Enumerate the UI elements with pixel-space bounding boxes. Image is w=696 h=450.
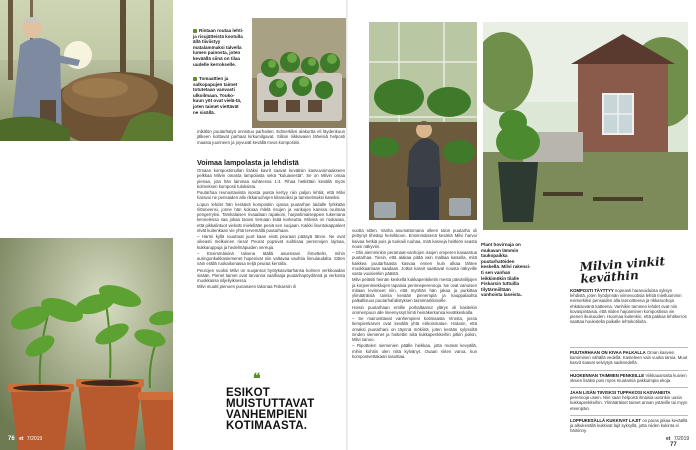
tips-title: Milvin vinkit keväthin (579, 254, 666, 287)
page-number: 76 (8, 436, 15, 442)
tip-heading: JAAN LISÄN TIIVISKSI TUPPAKOSI KASVANEITA (570, 390, 671, 395)
body-paragraph: – Olin aiemminkin peramaat-vanhojen isiojen omperen kasaantua puutarhaa. Tiesin, että alakaa pitää vain maltiaa katsella, mitä kaikkea puutarhaasta kasvaa ennen kuin alkaa lähtee muokkaamaan saadaan. Jotkut kasvit saattavat nousta näkyville vasta vuosienkin päästä. (352, 250, 477, 276)
tip-item (570, 288, 688, 324)
body-paragraph: – Harmi kyllä rouuttuat juurt kaan eivät peuraan pääsyä tänne. Ne ovat oikeasti melkoinen riesa! Peurat popsivat suihtisaa perennojen lajmaa, kukkaruppuja ja hedelmäpuiden vereuja. (197, 234, 345, 250)
body-paragraph: – Se mainosttavat vanhempieni kotimaasta Virosta, jossa tiempientiarvet ovat kevällä yhtä erikoismatue. Halusin, että omaksi puutarhani on täynnä mökiiriä, joten kerään sylyssiltä ninden siemenet ja hoitiettin siitä kukkapenkkeihin pitkin poikin, Milvi sanoo. (352, 316, 477, 342)
caption-marker-icon (193, 77, 197, 81)
intro-paragraph (197, 129, 345, 146)
tip-body: nopeasti haravoiduista syksyn lehdistä, joten hyödynnän viimevuotisia lehtiä mietluummin esimerkiksi pensaiden alla lannoitteena ja rikkaruohoja ehkäisevänä katteena. Vanhikin tammen lehdet ovat niin kovaspintaisia, että niiden hajoaminen kompostissa vie pienen ikuisuuden. Huomaa kuitenkin, että pakkas lehtikerros saattaa houkutella paikalle lehtokotiloita. (570, 288, 687, 325)
body-paragraph: Omaan kompostimullan lisäksi kavrit saavat kevätisin kasvuvoimaakseen pelkkaa Milvin omasta lampolasta sekä "kuluaviestä". Se on Milvin omaa pienaa, jota hän lainmaa suhteessa 1:4. Pihaa hetkittäin kevällä myös kolmeksen komposti tuloksista. (197, 168, 345, 189)
tip-body: perennoja usein. Niin saan helpoisti ilmaisia uusinkin uusia kukkapenkkeihin. Ylimääräiset taimet annan ystäville tai myyn eteenpäin. (570, 395, 688, 411)
tip-heading: PUUTARHAAN ON KIVAA PALKALLA (570, 350, 646, 355)
caption-seedlings-text: Tomaattien ja salkopapujen taimet totutetaan vanvasti ulkoilmaan. Touko-kuun yöt ovat vielä-tä, joten taimet viettävät ne sisällä. (193, 76, 242, 115)
tip-heading: HUOKENNAN TAIMMEN PENKEILLE (570, 373, 645, 378)
photo-seedlings-tray (252, 18, 347, 128)
body-paragraph: Puutarhaa reunustaviista isoista puista kertyy niin paljon lehtiä, että Milvi haravoi ne pensaiden alle rikkaruohojen kilamoiksi ja tammelmaksi kateiksi. (197, 190, 345, 201)
tip-item (570, 390, 688, 411)
caption-compost-text: Rintaan routaa lehti- ja risujätteistä kootulla ällä tiiviistyy matalammaksi talvella lumen painosta, joten keväällä siinä on tilaa uudelle kerrokselle. (193, 28, 244, 67)
photo-greenhouse-gardener (369, 22, 477, 220)
caption-greenhouse-text: Plant hovirnaja on mukavan lämmin taukopaikka puutarhatöiden keskellä. Milvi rakensi-ti sen vanhan leikkimökin tilalle Fiskarsin tuttuilla tilytärmiiltään vanhoista laseista. (481, 242, 531, 298)
pull-quote-line: KOTIMAASTA. (226, 420, 308, 432)
pull-quote (226, 388, 341, 432)
body-paragraph: Milvi muutti pienoen punaiseen takonaa Fiskarsiin ili (197, 284, 296, 290)
body-paragraph: – Ensimmäisinä talvena täällä asuessani ihmettelin, mihin auringonkukkasiemenet hupenivat niin valtavaa vauhtia linnulaudalta. Sitten näin erällä ruokailumassa neljä peuraa kerralla. (197, 250, 345, 267)
tip-item (570, 418, 688, 434)
body-paragraph: Peurojen vuoksi Milvi on suojannut hyötykasvitarhansa kolmen verkkoaidan sisään. Pienet taimet ovat tarvanna vaalhaaja puutarhapöydänsä ja verkosta muokkassa niljeilyiksessa. (197, 267, 345, 283)
magazine-brand: et (19, 436, 24, 442)
tip-divider (570, 370, 688, 371)
issue-number: 7/2019 (673, 436, 690, 442)
body-column-1 (197, 168, 345, 291)
photo-garden-shed (483, 22, 688, 230)
body-paragraph: Hoisin puutarhaan entille porkaltaanut ylärys oli kasitekin ommenpuun alle lineenyssyt liimti heinäkerkansa kevätkeskalla. (352, 304, 477, 315)
issue-number: 7/2019 (26, 436, 43, 442)
pull-quote-line: VANHEMPIENI (226, 409, 308, 421)
intro-text: mikälön puutarhatyö onnistuu parhaiten. Edmerkiksi alakurtta eli läydenkuun jälkeen kolttavat parhaat kirkumilgavat. Silloin riikkavaien läheisiä helposti maasta juurineen ja joyvuvät kevällä mvos kompostiin. (197, 129, 345, 145)
section-heading: Voimaa lampolasta ja lehdistä (197, 158, 299, 167)
body-paragraph: Milvi peläsiti heinän keskellä kukkapenkiketin mesta päivänliljojen ja korjeenmiekkojen tapaisia perinneperennoja. Ne ovat vanoisen mitaan levinneet niin, että myöhän hän jakaa ja purkittaa ylimääräisiä taimia kevään pienempiä ja kauppalauhta palkallisuus puutarhahdistyksen taimimarkkinoille. (352, 277, 477, 304)
photo-gardener-compost (0, 0, 173, 141)
left-page (0, 0, 347, 450)
tip-body: Oman kasvien karsiminen vähällä vedellä. Kasteleen vain vuoka tamia. Muut kasvit saavat selviytyä sadevedellä. (570, 350, 688, 366)
photo-pots-seedlings (0, 238, 173, 450)
photo-caption-seedlings (193, 76, 245, 115)
photo-caption-greenhouse (481, 242, 531, 298)
body-column-2 (348, 228, 477, 360)
tip-item (570, 350, 688, 366)
photo-caption-compost (193, 28, 245, 67)
pull-quote-line: ESIKOT (226, 387, 271, 399)
right-page (348, 0, 696, 450)
pull-quote-line: MUISTUTTAVAT (226, 398, 315, 410)
magazine-brand: et (666, 436, 671, 442)
tip-divider (570, 347, 688, 348)
body-paragraph: Lopun lehdet hän keräävä kompostiin ojassa puutarhan laidalle fyrkkään riittoneensi, jonne hän kokoaa mlelä risujen ja vankojen kanssa roulmaa pengerryksi. Tamkalaisen rivaadaan rapakom, harjantimaiseppien tukemana kennelessa saa jokaa taoosi tiemaan lisää korkeutta. Milvinä on mukavaa, että pikkalintuot viekvät mielellään pesiä sen suojaan. Kaikki lisuntokappaleet elvät kuitenkaan vie yhtä tervemällä puutarhaan. (197, 201, 345, 233)
caption-marker-icon (193, 29, 197, 33)
tip-body: on paras jakaa keväällä ja alkukesällä kukkivat lajit syksyllä, jotta niiden kukinta ei häiriinny. (570, 418, 688, 434)
folio-left (8, 436, 42, 442)
tip-heading: LOPPUKESÄLLÄ KUKKIVAT LAJIT (570, 418, 641, 423)
body-paragraph: – Ripottelen siemenien päälle hiekkaa, jotta muteat kevyällä, mihin kohtiin olen niitä kylvänyt. Ouaan niiten varoa, kun kompostvettakaan tasoittaa. (352, 343, 477, 359)
page-number: 77 (670, 442, 677, 448)
tip-item (570, 373, 688, 383)
tip-divider (570, 415, 688, 416)
folio-right (666, 436, 696, 448)
body-paragraph: vuotta sitten. Vanha asumattomana olleen talon puutarha oli pettynyt tiheäsp heinikkoon. Ensimmäisenä kesänä Milvi harvoi kaivaa hetkiä pois ja tuokaili ruuhaa, mitä kasveja heitkiön seasta nousi näkyviin. (352, 228, 477, 249)
tip-body: Viikkauarsalta kuivien sksien lisäksi pois myös muutamia pakkuimpia ekoja. (570, 373, 687, 384)
tip-heading: KOMPOSTI TÄYTTYY (570, 288, 614, 293)
quote-mark-icon: ❝ (253, 371, 261, 387)
tip-divider (570, 387, 688, 388)
